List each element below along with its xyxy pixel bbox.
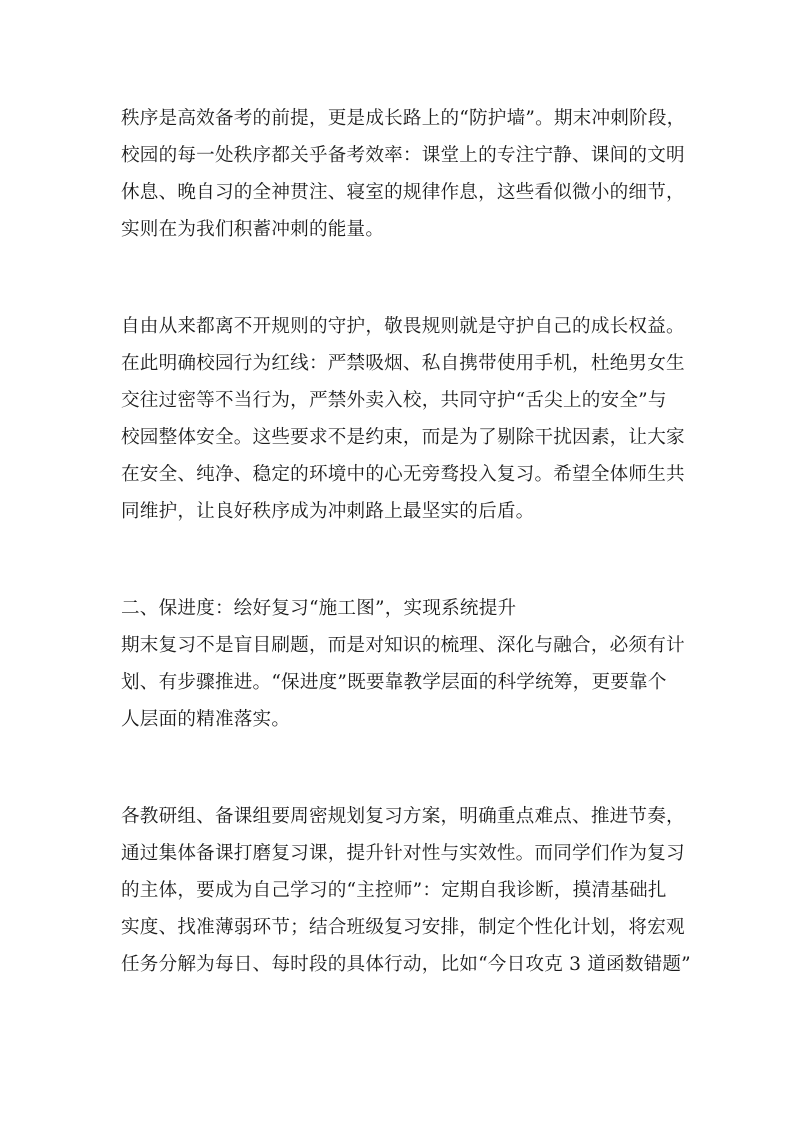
paragraph-line: 秩序是高效备考的前提，更是成长路上的“防护墙”。期末冲刺阶段，	[121, 108, 686, 129]
paragraph-line: 划、有步骤推进。“保进度”既要靠教学层面的科学统筹，更要靠个	[121, 672, 667, 693]
paragraph-line: 实度、找准薄弱环节；结合班级复习安排，制定个性化计划，将宏观	[121, 917, 685, 938]
paragraph-line: 休息、晚自习的全神贯注、寝室的规律作息，这些看似微小的细节，	[121, 182, 685, 203]
paragraph-line: 通过集体备课打磨复习课，提升针对性与实效性。而同学们作为复习	[121, 843, 685, 864]
paragraph-line: 自由从来都离不开规则的守护，敬畏规则就是守护自己的成长权益。	[121, 316, 685, 337]
paragraph-line: 任务分解为每日、每时段的具体行动，比如“今日攻克 3 道函数错题”	[121, 954, 691, 975]
paragraph-line: 实则在为我们积蓄冲刺的能量。	[121, 219, 385, 240]
paragraph-line: 交往过密等不当行为，严禁外卖入校，共同守护“舌尖上的安全”与	[121, 390, 667, 411]
paragraph-line: 在安全、纯净、稳定的环境中的心无旁骛投入复习。希望全体师生共	[121, 464, 685, 485]
paragraph-line: 期末复习不是盲目刷题，而是对知识的梳理、深化与融合，必须有计	[121, 635, 685, 656]
paragraph-line: 人层面的精准落实。	[121, 709, 291, 730]
section-heading: 二、保进度：绘好复习“施工图”，实现系统提升	[121, 598, 517, 619]
paragraph-line: 的主体，要成为自己学习的“主控师”：定期自我诊断，摸清基础扎	[121, 880, 667, 901]
paragraph-line: 同维护，让良好秩序成为冲刺路上最坚实的后盾。	[121, 501, 535, 522]
paragraph-line: 各教研组、备课组要周密规划复习方案，明确重点难点、推进节奏，	[121, 806, 685, 827]
paragraph-line: 校园整体安全。这些要求不是约束，而是为了剔除干扰因素，让大家	[121, 427, 685, 448]
paragraph-line: 在此明确校园行为红线：严禁吸烟、私自携带使用手机，杜绝男女生	[121, 353, 685, 374]
paragraph-line: 校园的每一处秩序都关乎备考效率：课堂上的专注宁静、课间的文明	[121, 145, 685, 166]
